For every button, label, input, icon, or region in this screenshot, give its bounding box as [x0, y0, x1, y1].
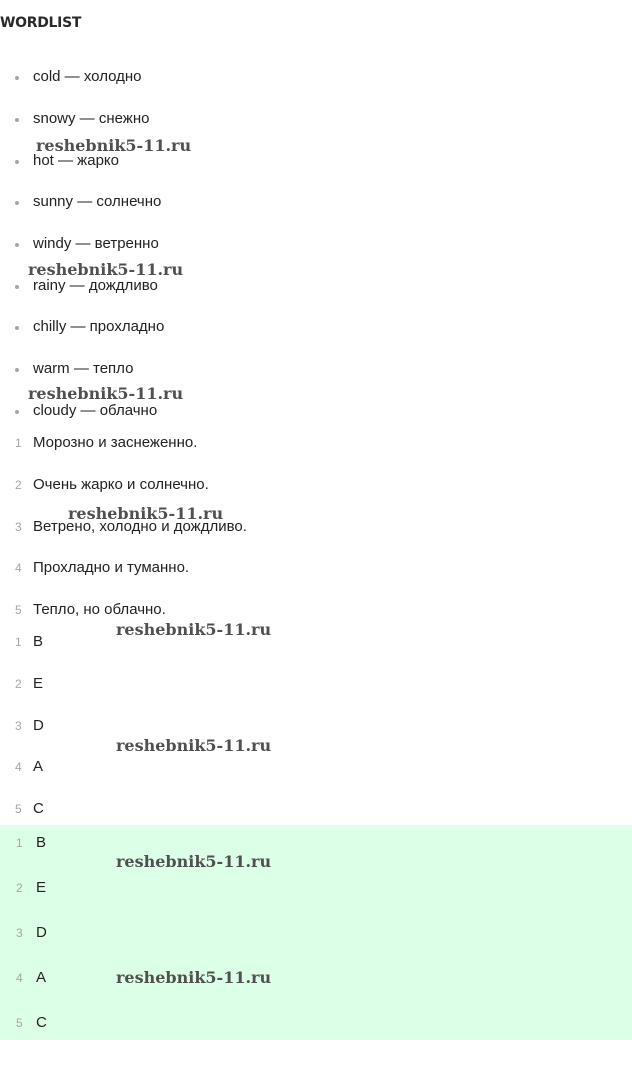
bullet-icon — [15, 326, 19, 330]
wordlist-item-text: windy — ветренно — [33, 235, 159, 252]
item-number: 1 — [16, 836, 23, 850]
wordlist-item-text: cloudy — облачно — [33, 402, 158, 419]
watermark: reshebnik5-11.ru — [116, 736, 272, 755]
item-number: 2 — [15, 478, 22, 492]
bullet-icon — [15, 368, 19, 372]
watermark: reshebnik5-11.ru — [116, 968, 272, 987]
wordlist-item-text: warm — тепло — [33, 360, 134, 377]
item-number: 3 — [16, 926, 23, 940]
watermark: reshebnik5-11.ru — [28, 384, 184, 403]
watermark: reshebnik5-11.ru — [116, 620, 272, 639]
item-number: 5 — [15, 603, 22, 617]
answer-letter: B — [36, 834, 47, 851]
bullet-icon — [15, 243, 19, 247]
watermark: reshebnik5-11.ru — [28, 260, 184, 279]
item-number: 4 — [16, 971, 23, 985]
watermark: reshebnik5-11.ru — [116, 852, 272, 871]
wordlist-heading: WORDLIST — [0, 15, 82, 31]
bullet-icon — [15, 285, 19, 289]
answer-letter: C — [36, 1014, 47, 1031]
item-number: 5 — [15, 802, 22, 816]
description-text: Очень жарко и солнечно. — [33, 476, 209, 493]
bullet-icon — [15, 201, 19, 205]
wordlist-item-text: sunny — солнечно — [33, 193, 162, 210]
watermark: reshebnik5-11.ru — [68, 504, 224, 523]
bullet-icon — [15, 160, 19, 164]
description-text: Прохладно и туманно. — [33, 559, 190, 576]
answer-letter: A — [33, 758, 44, 775]
answer-letter: C — [33, 800, 44, 817]
wordlist-item-text: snowy — снежно — [33, 110, 150, 127]
highlighted-answers-panel — [0, 825, 632, 1040]
item-number: 1 — [15, 436, 22, 450]
wordlist-item-text: cold — холодно — [33, 68, 142, 85]
item-number: 2 — [16, 881, 23, 895]
description-text: Ветрено, холодно и дождливо. — [33, 518, 247, 535]
item-number: 5 — [16, 1016, 23, 1030]
item-number: 1 — [15, 635, 22, 649]
bullet-icon — [15, 410, 19, 414]
item-number: 3 — [15, 520, 22, 534]
item-number: 4 — [15, 760, 22, 774]
bullet-icon — [15, 76, 19, 80]
item-number: 2 — [15, 677, 22, 691]
description-text: Тепло, но облачно. — [33, 601, 166, 618]
item-number: 3 — [15, 719, 22, 733]
answer-letter: A — [36, 969, 47, 986]
bullet-icon — [15, 118, 19, 122]
answer-letter: E — [36, 879, 47, 896]
answer-letter: B — [33, 633, 44, 650]
answer-letter: D — [33, 717, 44, 734]
wordlist-item-text: hot — жарко — [33, 152, 119, 169]
description-text: Морозно и заснеженно. — [33, 434, 198, 451]
answer-letter: E — [33, 675, 44, 692]
wordlist-item-text: chilly — прохладно — [33, 318, 165, 335]
item-number: 4 — [15, 561, 22, 575]
answer-letter: D — [36, 924, 47, 941]
watermark: reshebnik5-11.ru — [36, 136, 192, 155]
wordlist-item-text: rainy — дождливо — [33, 277, 158, 294]
